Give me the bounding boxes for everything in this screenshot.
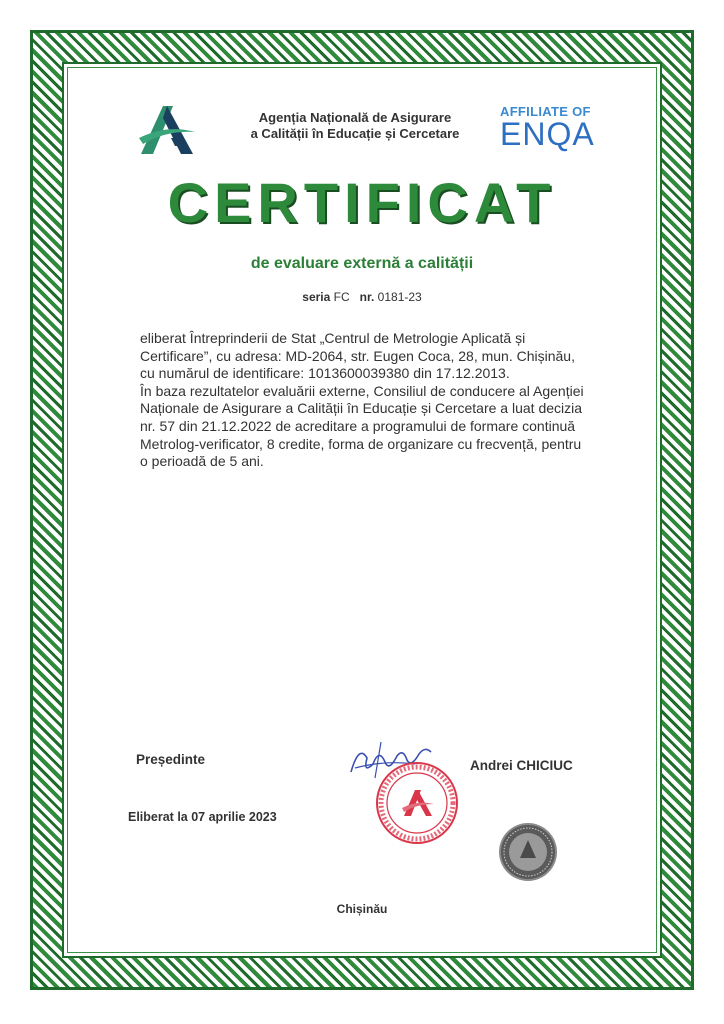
nr-label: nr. xyxy=(359,290,375,304)
agency-name-line2: a Calității în Educație și Cercetare xyxy=(250,126,460,141)
enqa-affiliate-label: AFFILIATE OF xyxy=(500,104,591,119)
president-label: Președinte xyxy=(136,752,206,767)
issue-date: Eliberat la 07 aprilie 2023 xyxy=(128,810,277,824)
certificate-body xyxy=(140,330,590,471)
body-paragraph-1: eliberat Întreprinderii de Stat „Centrul de Metrologie Aplicată și Certificare”, cu adresa: MD-2064, str. Eugen Coca, 28, mun. Chișinău, cu numărul de identificare: 1013600039380 din 17.12.2013. xyxy=(140,330,575,382)
serie-label: seria xyxy=(302,290,331,304)
agency-name xyxy=(240,110,470,142)
certificate-title: CERTIFICAT xyxy=(167,171,557,234)
issue-city: Chișinău xyxy=(336,902,388,916)
enqa-logo-text: ENQA xyxy=(500,116,595,152)
agency-name-line1: Agenția Națională de Asigurare xyxy=(258,110,452,125)
official-stamp-icon xyxy=(374,760,460,846)
body-paragraph-2: În baza rezultatelor evaluării externe, Consiliul de conducere al Agenției Naționale de Asigurare a Calității în Educație și Cercetare a luat decizia nr. 57 din 21.12.2022 de acreditare a programului de formare continuă Metrolog-verificator, 8 credite, forma de organizare cu frecvență, pentru o perioadă de 5 ani. xyxy=(140,382,584,470)
anacec-logo-icon xyxy=(133,98,201,158)
embossed-seal-icon xyxy=(498,822,558,882)
certificate-subtitle: de evaluare externă a calității xyxy=(250,255,474,272)
nr-value: 0181-23 xyxy=(377,290,422,304)
serie-value: FC xyxy=(333,290,350,304)
signer-name: Andrei CHICIUC xyxy=(470,758,573,773)
enqa-affiliation xyxy=(500,104,610,152)
certificate-series xyxy=(0,290,724,304)
